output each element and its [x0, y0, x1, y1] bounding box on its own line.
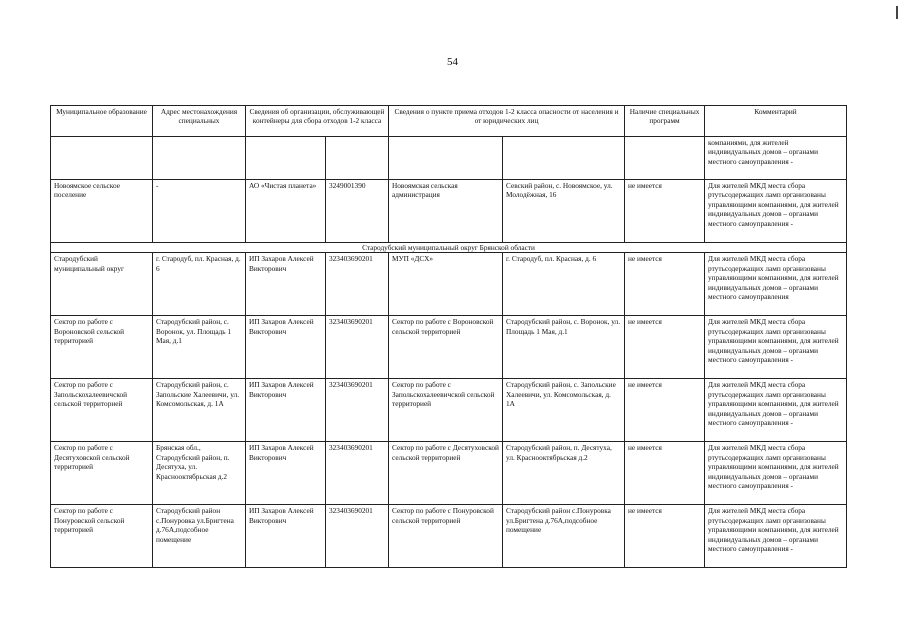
waste-collection-table [50, 105, 847, 568]
header-collection-point: Сведения о пункте приема отходов 1-2 класса опасности от населения и от юридических лиц [389, 106, 625, 137]
cell-municipality: Новоямское сельское поселение [51, 180, 153, 243]
cell-programs: не имеется [625, 316, 705, 379]
cell-point-address: Стародубский район, с. Воронок, ул. Площадь 1 Мая, д.1 [503, 316, 625, 379]
continuation-row [51, 137, 847, 180]
cell-programs: не имеется [625, 505, 705, 568]
cell-empty [153, 137, 246, 180]
cell-comment: Для жителей МКД места сбора ртутьсодержащих ламп организованы управляющими компаниями, для жителей индивидуальных домов – органами местного самоуправления - [705, 180, 847, 243]
cell-org-name: ИП Захаров Алексей Викторович [246, 316, 326, 379]
header-programs: Наличие специальных программ [625, 106, 705, 137]
cell-comment: Для жителей МКД места сбора ртутьсодержащих ламп организованы управляющими компаниями, для жителей индивидуальных домов – органами местного самоуправления - [705, 505, 847, 568]
cell-address: Брянская обл., Стародубский район, п. Десятуха, ул. Краснооктябрьская д.2 [153, 442, 246, 505]
cell-programs: не имеется [625, 253, 705, 316]
cell-org-name: ИП Захаров Алексей Викторович [246, 442, 326, 505]
section-row [51, 243, 847, 253]
cell-empty [503, 137, 625, 180]
cell-point-name: Новоямская сельская администрация [389, 180, 503, 243]
scan-edge-mark [896, 6, 898, 19]
cell-municipality: Сектор по работе с Понуровской сельской территорией [51, 505, 153, 568]
cell-point-name: Сектор по работе с Понуровской сельской территорией [389, 505, 503, 568]
cell-comment: Для жителей МКД места сбора ртутьсодержащих ламп организованы управляющими компаниями, для жителей индивидуальных домов – органами местного самоуправления [705, 253, 847, 316]
cell-point-address: Стародубский район с.Понуровка ул.Бригтена д.76А,подсобное помещение [503, 505, 625, 568]
cell-municipality: Сектор по работе с Вороновской сельской территорией [51, 316, 153, 379]
cell-org-inn: 323403690201 [326, 316, 389, 379]
cell-municipality: Стародубский муниципальный округ [51, 253, 153, 316]
header-comment: Комментарий [705, 106, 847, 137]
cell-programs: не имеется [625, 379, 705, 442]
table-row [51, 379, 847, 442]
cell-address: г. Стародуб, пл. Красная, д. 6 [153, 253, 246, 316]
cell-address: Стародубский район, с. Запольские Халеевичи, ул. Комсомольская, д. 1А [153, 379, 246, 442]
cell-org-inn: 323403690201 [326, 253, 389, 316]
table-row [51, 180, 847, 243]
cell-org-name: ИП Захаров Алексей Викторович [246, 379, 326, 442]
cell-municipality: Сектор по работе с Десятуховской сельской территорией [51, 442, 153, 505]
cell-point-name: Сектор по работе с Десятуховской сельской территорией [389, 442, 503, 505]
cell-org-inn: 3249001390 [326, 180, 389, 243]
cell-comment: Для жителей МКД места сбора ртутьсодержащих ламп организованы управляющими компаниями, для жителей индивидуальных домов – органами местного самоуправления - [705, 442, 847, 505]
cell-point-name: МУП «ДСХ» [389, 253, 503, 316]
cell-org-name: ИП Захаров Алексей Викторович [246, 505, 326, 568]
cell-org-inn: 323403690201 [326, 505, 389, 568]
cell-address: Стародубский район, с. Воронок, ул. Площадь 1 Мая, д.1 [153, 316, 246, 379]
cell-point-name: Сектор по работе с Вороновской сельской территорией [389, 316, 503, 379]
section-title: Стародубский муниципальный округ Брянской области [51, 243, 847, 253]
table-row [51, 316, 847, 379]
cell-org-inn: 323403690201 [326, 442, 389, 505]
cell-point-address: г. Стародуб, пл. Красная, д. 6 [503, 253, 625, 316]
cell-org-inn: 323403690201 [326, 379, 389, 442]
cell-empty [246, 137, 326, 180]
cell-empty [625, 137, 705, 180]
page-number: 54 [447, 56, 458, 68]
cell-address: Стародубский район с.Понуровка ул.Бригтена д.76А,подсобное помещение [153, 505, 246, 568]
header-municipality: Муниципальное образование [51, 106, 153, 137]
cell-programs: не имеется [625, 180, 705, 243]
header-organization: Сведения об организации, обслуживающей контейнеры для сбора отходов 1-2 класса [246, 106, 389, 137]
table-row [51, 253, 847, 316]
cell-point-address: Стародубский район, п. Десятуха, ул. Краснооктябрьская д.2 [503, 442, 625, 505]
cell-empty [389, 137, 503, 180]
cell-programs: не имеется [625, 442, 705, 505]
cell-point-name: Сектор по работе с Запольскохалеевичской сельской территорией [389, 379, 503, 442]
cell-point-address: Стародубский район, с. Запольские Халеевичи, ул. Комсомольская, д. 1А [503, 379, 625, 442]
cell-org-name: ИП Захаров Алексей Викторович [246, 253, 326, 316]
cell-empty [51, 137, 153, 180]
cell-point-address: Севский район, с. Новоямское, ул. Молодёжная, 16 [503, 180, 625, 243]
table-row [51, 442, 847, 505]
continuation-comment: компаниями, для жителей индивидуальных домов – органами местного самоуправления - [705, 137, 847, 180]
cell-municipality: Сектор по работе с Запольскохалеевичской сельской территорией [51, 379, 153, 442]
cell-empty [326, 137, 389, 180]
cell-comment: Для жителей МКД места сбора ртутьсодержащих ламп организованы управляющими компаниями, для жителей индивидуальных домов – органами местного самоуправления - [705, 316, 847, 379]
table-row [51, 505, 847, 568]
header-address: Адрес местонахождения специальных [153, 106, 246, 137]
cell-address: - [153, 180, 246, 243]
table-header-row [51, 106, 847, 137]
cell-comment: Для жителей МКД места сбора ртутьсодержащих ламп организованы управляющими компаниями, для жителей индивидуальных домов – органами местного самоуправления - [705, 379, 847, 442]
cell-org-name: АО «Чистая планета» [246, 180, 326, 243]
